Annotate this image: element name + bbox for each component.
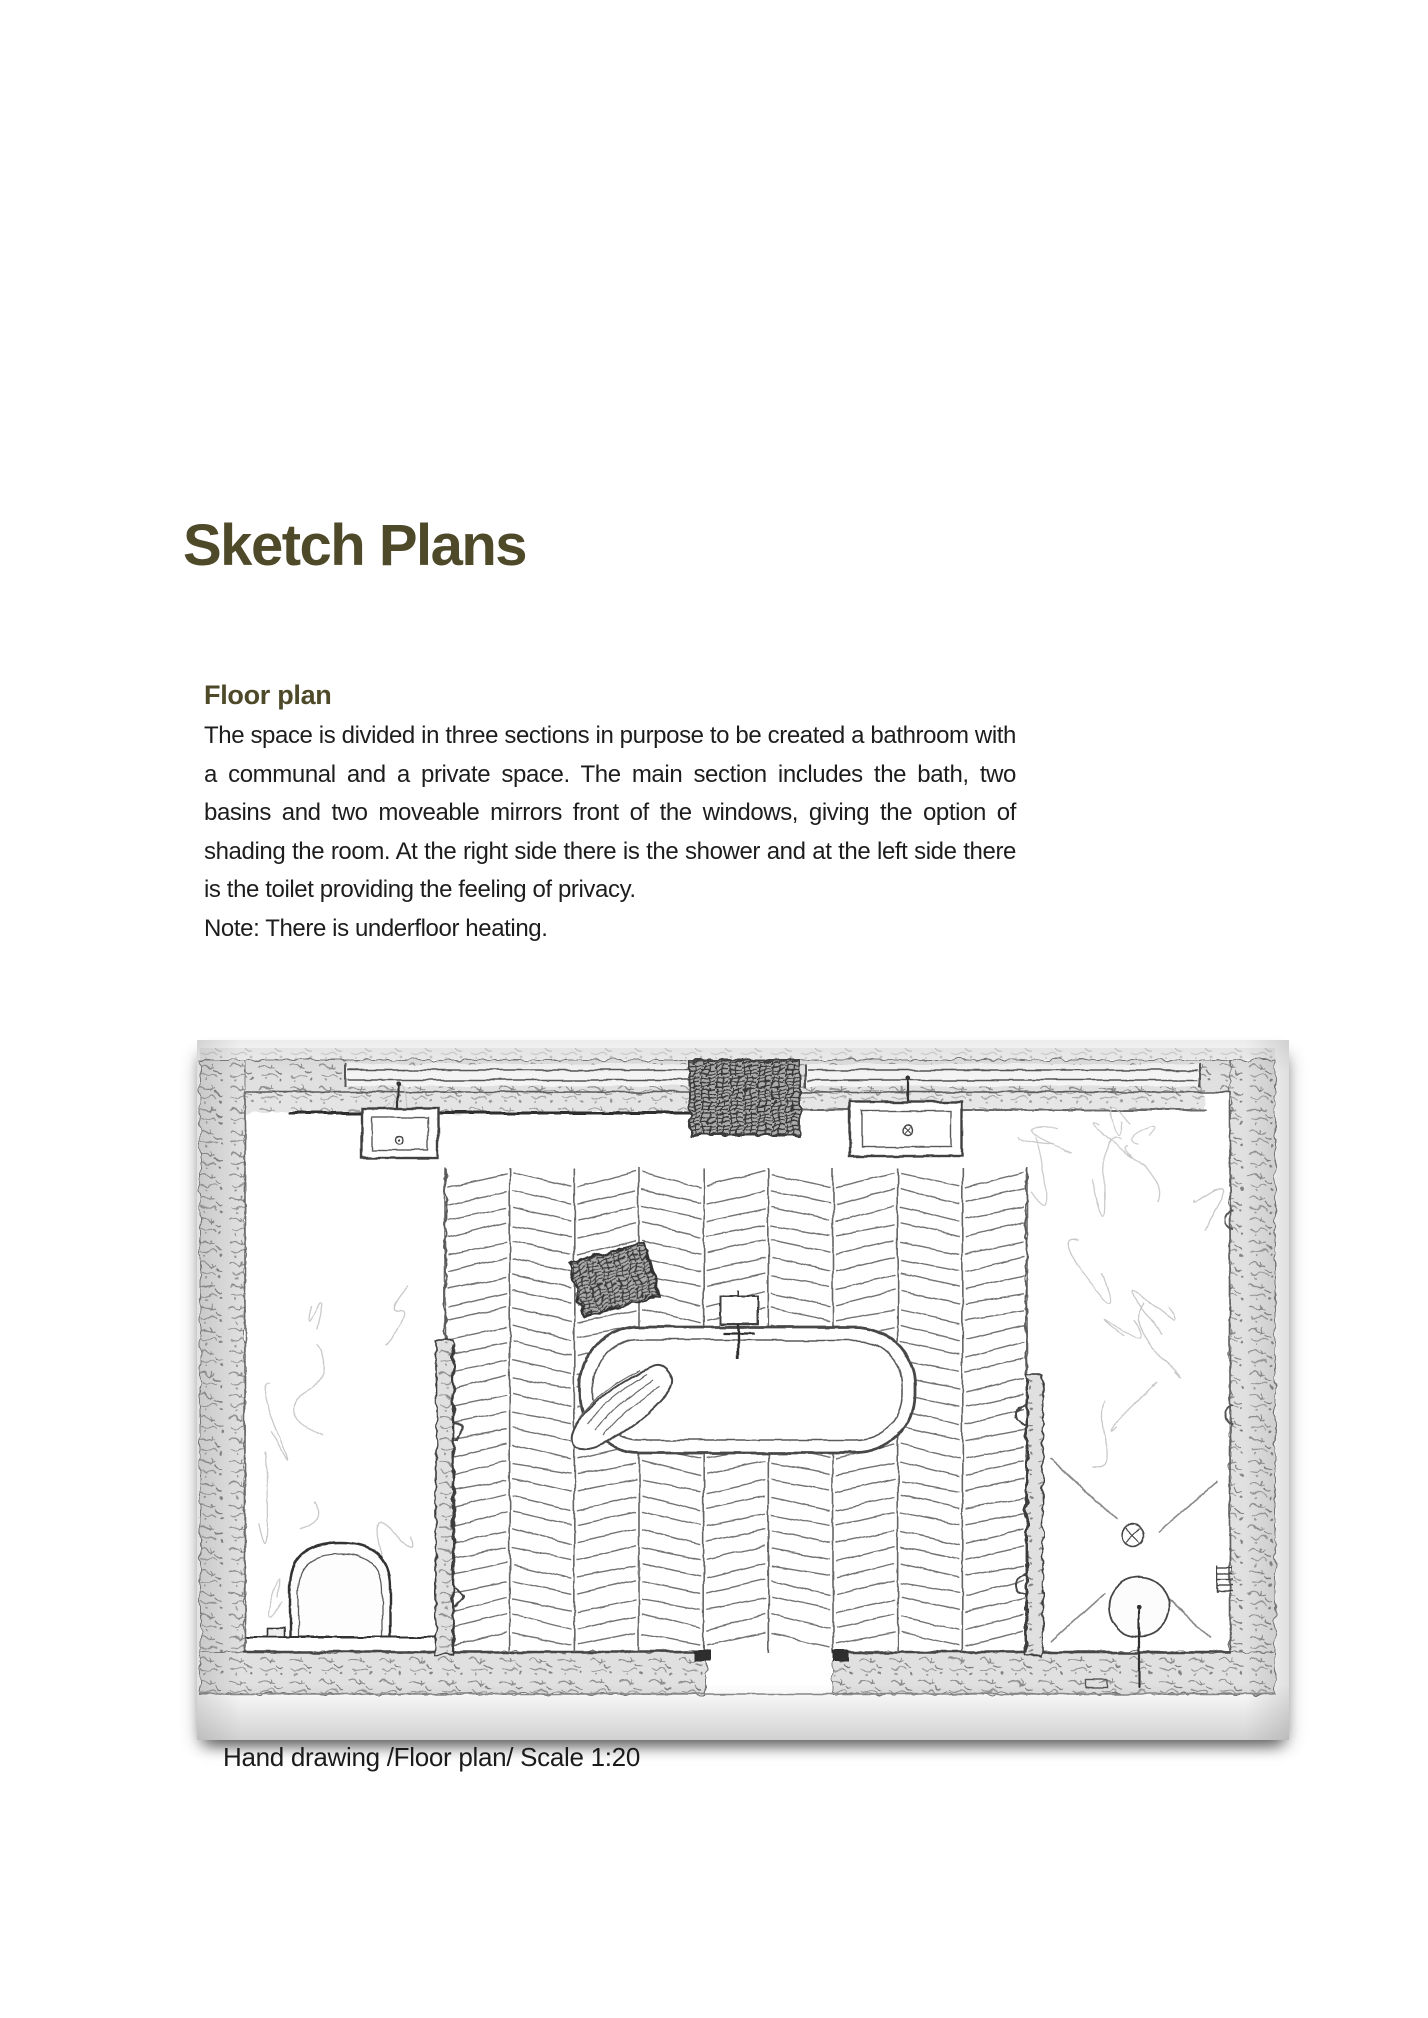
figure-caption: Hand drawing /Floor plan/ Scale 1:20 [223,1742,641,1772]
section-body: The space is divided in three sections in purpose to be created a bathroom with a communal and a private space. The main section includes the bath, two basins and two moveable mirrors front of the windows, giving the option of shading the room. At the right side there is the shower and at the left side there is the toilet providing the feeling of privacy. [204,722,1016,903]
page-title: Sketch Plans [183,513,527,578]
section-note: Note: There is underfloor heating. [204,914,548,942]
floor-plan-sketch [197,1040,1289,1740]
floor-plan-svg [197,1040,1289,1740]
towel-block [690,1060,800,1135]
floor-plan-figure [197,1040,1289,1772]
section-heading: Floor plan [204,680,332,710]
floor-plan-section [204,680,1016,948]
